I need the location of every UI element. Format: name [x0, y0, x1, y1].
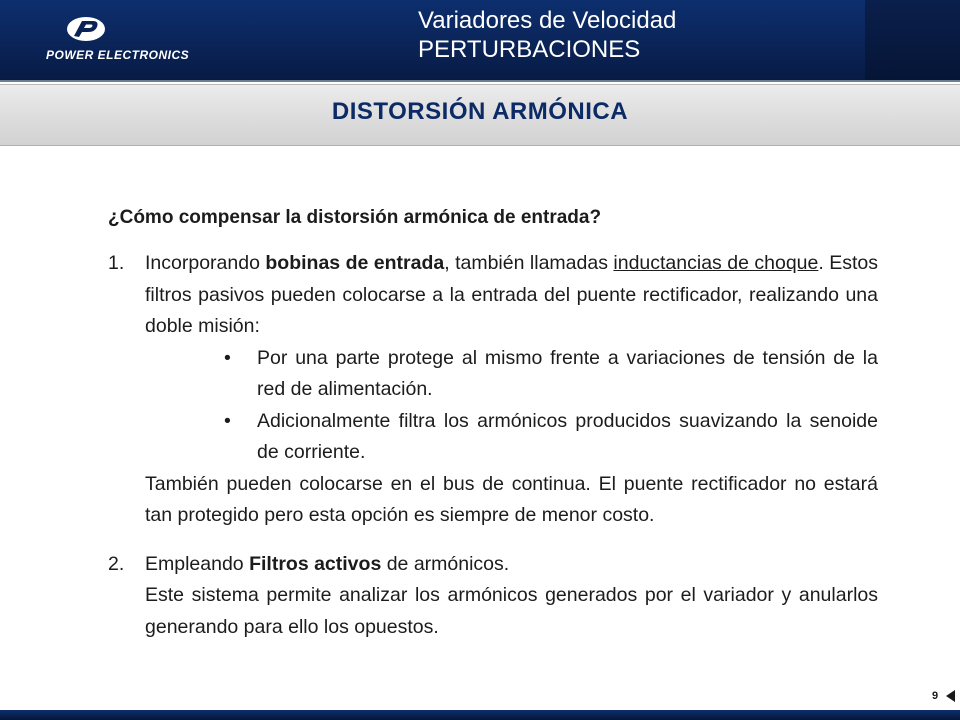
- header-divider: [0, 80, 960, 82]
- header-bar: [0, 0, 960, 80]
- title-line-1: Variadores de Velocidad: [418, 7, 677, 34]
- item-number: 2.: [108, 552, 125, 575]
- item-1-note: También pueden colocarse en el bus de continua. El puente rectificador no estará tan protegido pero esta opción es siempre de menor costo.: [145, 472, 878, 526]
- item-2-description: Este sistema permite analizar los armónicos generados por el variador y anularlos generando para ello los opuestos.: [145, 584, 878, 638]
- bullet-item: • Adicionalmente filtra los armónicos producidos suavizando la senoide de corriente.: [108, 406, 878, 469]
- item-number: 1.: [108, 252, 125, 274]
- underlined-term: inductancias de choque: [613, 252, 819, 274]
- bullet-icon: •: [224, 409, 231, 432]
- page-title: [418, 6, 676, 64]
- previous-arrow-icon[interactable]: [944, 689, 956, 703]
- page-number: 9: [932, 690, 939, 702]
- footer-bar: [0, 710, 960, 720]
- item-2-text: Empleando Filtros activos de armónicos.: [145, 552, 510, 575]
- question-heading: ¿Cómo compensar la distorsión armónica de entrada?: [108, 207, 602, 228]
- power-electronics-logo-icon: [66, 16, 106, 42]
- item-1-text: Incorporando bobinas de entrada, también llamadas inductancias de choque. Estos filtros pasivos pueden colocarse a la entrada del puente rectificador, realizando una doble misión:: [145, 252, 878, 337]
- header-right-panel: [865, 0, 960, 80]
- bold-term: Filtros activos: [249, 552, 382, 575]
- title-line-2: PERTURBACIONES: [418, 36, 641, 63]
- list-item-2: [108, 549, 878, 644]
- slide-content: [108, 205, 878, 643]
- bold-term: bobinas de entrada: [265, 252, 445, 274]
- section-title: DISTORSIÓN ARMÓNICA: [331, 98, 629, 125]
- bullet-item: • Por una parte protege al mismo frente a variaciones de tensión de la red de alimentación.: [108, 343, 878, 406]
- list-item-1: [108, 248, 878, 343]
- logo-wordmark: POWER ELECTRONICS: [46, 48, 190, 62]
- bullet-icon: •: [224, 346, 231, 369]
